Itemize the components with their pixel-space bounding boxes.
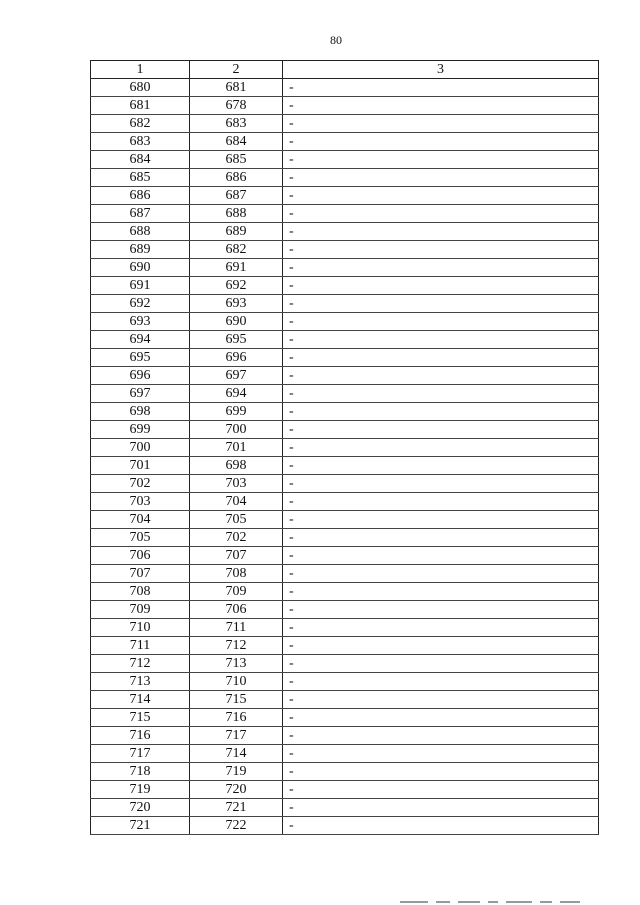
cell-col-1: 702 [91, 475, 190, 493]
cell-col-2: 713 [190, 655, 283, 673]
cell-col-1: 701 [91, 457, 190, 475]
cell-col-1: 717 [91, 745, 190, 763]
table-row [91, 349, 599, 367]
table-row [91, 133, 599, 151]
table-row [91, 799, 599, 817]
cell-col-2: 710 [190, 673, 283, 691]
cell-col-1: 684 [91, 151, 190, 169]
cell-col-3: - [283, 403, 599, 421]
table-body [91, 79, 599, 835]
cell-col-3: - [283, 331, 599, 349]
cell-col-2: 687 [190, 187, 283, 205]
table-row [91, 97, 599, 115]
table-row [91, 151, 599, 169]
cell-col-2: 685 [190, 151, 283, 169]
cell-col-2: 691 [190, 259, 283, 277]
cell-col-3: - [283, 691, 599, 709]
cell-col-2: 688 [190, 205, 283, 223]
cell-col-2: 705 [190, 511, 283, 529]
cell-col-3: - [283, 547, 599, 565]
table-row [91, 511, 599, 529]
cell-col-3: - [283, 295, 599, 313]
cell-col-2: 696 [190, 349, 283, 367]
cell-col-1: 695 [91, 349, 190, 367]
cell-col-1: 681 [91, 97, 190, 115]
cell-col-2: 699 [190, 403, 283, 421]
table-row [91, 727, 599, 745]
cell-col-3: - [283, 475, 599, 493]
cell-col-3: - [283, 151, 599, 169]
cell-col-3: - [283, 709, 599, 727]
cell-col-1: 706 [91, 547, 190, 565]
table-row [91, 691, 599, 709]
cell-col-2: 693 [190, 295, 283, 313]
column-header-2: 2 [190, 61, 283, 79]
cell-col-3: - [283, 511, 599, 529]
table-row [91, 457, 599, 475]
cell-col-2: 719 [190, 763, 283, 781]
table-row [91, 259, 599, 277]
cell-col-1: 700 [91, 439, 190, 457]
cell-col-3: - [283, 169, 599, 187]
cell-col-2: 706 [190, 601, 283, 619]
cell-col-2: 714 [190, 745, 283, 763]
cell-col-1: 694 [91, 331, 190, 349]
cell-col-2: 722 [190, 817, 283, 835]
cell-col-1: 680 [91, 79, 190, 97]
cell-col-1: 705 [91, 529, 190, 547]
cell-col-2: 715 [190, 691, 283, 709]
table-row [91, 475, 599, 493]
table-row [91, 403, 599, 421]
cell-col-2: 686 [190, 169, 283, 187]
cell-col-1: 712 [91, 655, 190, 673]
cell-col-1: 709 [91, 601, 190, 619]
cell-col-2: 698 [190, 457, 283, 475]
data-table [90, 60, 599, 835]
cell-col-3: - [283, 187, 599, 205]
cell-col-1: 713 [91, 673, 190, 691]
cell-col-3: - [283, 583, 599, 601]
cell-col-1: 697 [91, 385, 190, 403]
cell-col-2: 689 [190, 223, 283, 241]
cell-col-3: - [283, 673, 599, 691]
table-row [91, 763, 599, 781]
cell-col-3: - [283, 97, 599, 115]
cell-col-3: - [283, 457, 599, 475]
table-row [91, 673, 599, 691]
cell-col-3: - [283, 79, 599, 97]
cell-col-3: - [283, 781, 599, 799]
cell-col-1: 689 [91, 241, 190, 259]
table-row [91, 619, 599, 637]
cell-col-2: 704 [190, 493, 283, 511]
cell-col-3: - [283, 817, 599, 835]
cell-col-2: 695 [190, 331, 283, 349]
cell-col-3: - [283, 565, 599, 583]
cell-col-1: 685 [91, 169, 190, 187]
cell-col-1: 704 [91, 511, 190, 529]
cell-col-1: 716 [91, 727, 190, 745]
cell-col-3: - [283, 529, 599, 547]
cell-col-1: 711 [91, 637, 190, 655]
table-row [91, 421, 599, 439]
table-row [91, 367, 599, 385]
scan-artifact-marks [400, 901, 640, 905]
cell-col-3: - [283, 385, 599, 403]
cell-col-2: 711 [190, 619, 283, 637]
cell-col-2: 720 [190, 781, 283, 799]
table-row [91, 583, 599, 601]
cell-col-2: 681 [190, 79, 283, 97]
column-header-3: 3 [283, 61, 599, 79]
cell-col-1: 698 [91, 403, 190, 421]
cell-col-1: 710 [91, 619, 190, 637]
cell-col-3: - [283, 493, 599, 511]
cell-col-2: 721 [190, 799, 283, 817]
cell-col-1: 703 [91, 493, 190, 511]
cell-col-3: - [283, 313, 599, 331]
table-row [91, 565, 599, 583]
cell-col-3: - [283, 637, 599, 655]
table-row [91, 187, 599, 205]
table-row [91, 601, 599, 619]
cell-col-3: - [283, 259, 599, 277]
table-row [91, 169, 599, 187]
cell-col-2: 684 [190, 133, 283, 151]
cell-col-1: 696 [91, 367, 190, 385]
cell-col-2: 682 [190, 241, 283, 259]
cell-col-3: - [283, 727, 599, 745]
cell-col-2: 717 [190, 727, 283, 745]
table-row [91, 655, 599, 673]
cell-col-2: 703 [190, 475, 283, 493]
cell-col-2: 683 [190, 115, 283, 133]
table-row [91, 637, 599, 655]
cell-col-2: 694 [190, 385, 283, 403]
table-row [91, 709, 599, 727]
cell-col-3: - [283, 223, 599, 241]
cell-col-3: - [283, 763, 599, 781]
header-row [91, 61, 599, 79]
table-row [91, 115, 599, 133]
table-row [91, 223, 599, 241]
cell-col-1: 714 [91, 691, 190, 709]
table-row [91, 295, 599, 313]
cell-col-3: - [283, 277, 599, 295]
cell-col-1: 690 [91, 259, 190, 277]
table-row [91, 205, 599, 223]
cell-col-2: 708 [190, 565, 283, 583]
table-row [91, 817, 599, 835]
cell-col-3: - [283, 799, 599, 817]
cell-col-2: 712 [190, 637, 283, 655]
cell-col-3: - [283, 205, 599, 223]
cell-col-3: - [283, 421, 599, 439]
table-row [91, 313, 599, 331]
cell-col-1: 721 [91, 817, 190, 835]
table-header [91, 61, 599, 79]
cell-col-1: 719 [91, 781, 190, 799]
cell-col-2: 692 [190, 277, 283, 295]
cell-col-2: 702 [190, 529, 283, 547]
cell-col-2: 678 [190, 97, 283, 115]
cell-col-1: 699 [91, 421, 190, 439]
table-row [91, 439, 599, 457]
cell-col-2: 716 [190, 709, 283, 727]
cell-col-2: 690 [190, 313, 283, 331]
cell-col-1: 715 [91, 709, 190, 727]
cell-col-1: 686 [91, 187, 190, 205]
cell-col-3: - [283, 241, 599, 259]
cell-col-2: 700 [190, 421, 283, 439]
cell-col-2: 709 [190, 583, 283, 601]
cell-col-3: - [283, 601, 599, 619]
cell-col-1: 718 [91, 763, 190, 781]
page-number: 80 [330, 33, 342, 47]
cell-col-3: - [283, 115, 599, 133]
table-row [91, 781, 599, 799]
table-row [91, 79, 599, 97]
cell-col-3: - [283, 439, 599, 457]
cell-col-1: 693 [91, 313, 190, 331]
cell-col-3: - [283, 655, 599, 673]
cell-col-3: - [283, 745, 599, 763]
cell-col-1: 687 [91, 205, 190, 223]
cell-col-1: 707 [91, 565, 190, 583]
cell-col-1: 682 [91, 115, 190, 133]
cell-col-3: - [283, 133, 599, 151]
table-row [91, 493, 599, 511]
table-row [91, 241, 599, 259]
cell-col-1: 708 [91, 583, 190, 601]
cell-col-2: 707 [190, 547, 283, 565]
table-row [91, 277, 599, 295]
cell-col-3: - [283, 367, 599, 385]
table-row [91, 547, 599, 565]
table-row [91, 529, 599, 547]
table-row [91, 385, 599, 403]
cell-col-1: 691 [91, 277, 190, 295]
cell-col-1: 688 [91, 223, 190, 241]
cell-col-1: 683 [91, 133, 190, 151]
table-row [91, 745, 599, 763]
column-header-1: 1 [91, 61, 190, 79]
cell-col-3: - [283, 619, 599, 637]
table-row [91, 331, 599, 349]
cell-col-1: 692 [91, 295, 190, 313]
cell-col-3: - [283, 349, 599, 367]
cell-col-1: 720 [91, 799, 190, 817]
cell-col-2: 697 [190, 367, 283, 385]
cell-col-2: 701 [190, 439, 283, 457]
